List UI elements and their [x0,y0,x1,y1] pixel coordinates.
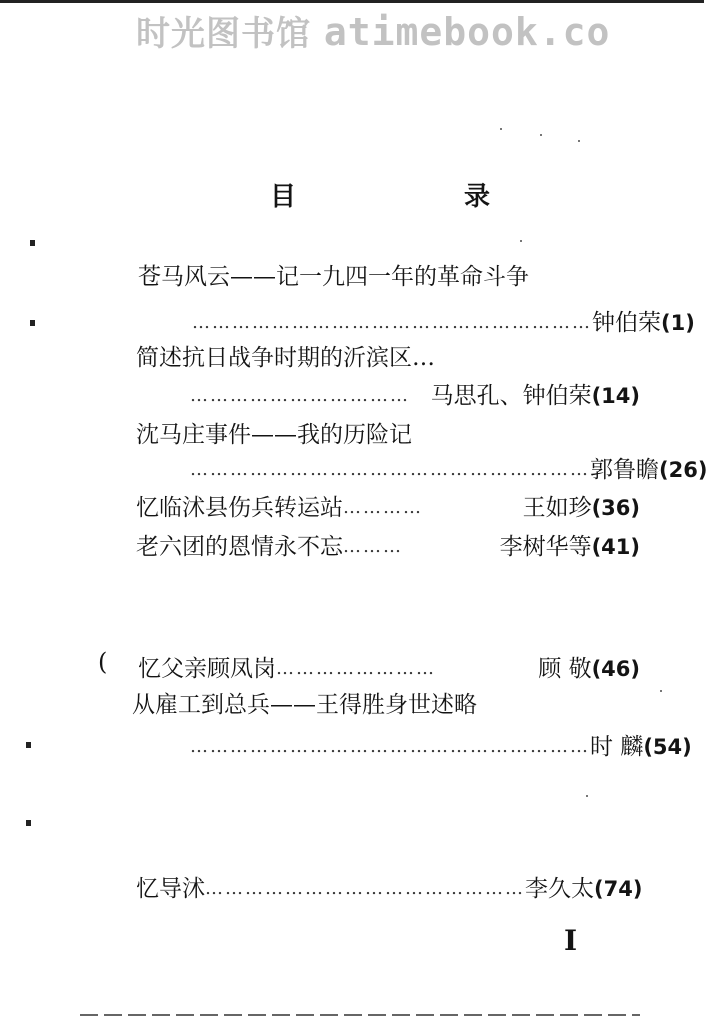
toc-author: 钟伯荣 [592,310,661,336]
toc-author: 李树华等 [499,534,592,560]
leader-dots: ………………………………………… [205,878,525,899]
page-title [270,176,490,213]
title-char-right: 录 [463,182,490,212]
bottom-rule [80,1014,640,1016]
scan-speck [660,690,662,692]
leader-dots: …………………………………………………… [192,312,592,333]
toc-entry [136,493,640,523]
margin-mark [26,742,31,748]
watermark-cjk: 时光图书馆 [136,14,311,54]
leader-dots: …………………… [276,658,436,679]
toc-entry-detail [190,455,707,485]
margin-paren: ( [98,648,108,676]
toc-page: (46) [591,657,640,681]
scan-speck [586,795,588,797]
watermark-latin: atimebook.co [323,10,611,54]
margin-mark [26,820,31,826]
toc-entry-title: 老六团的恩情永不忘 [136,534,343,560]
toc-entry-detail [190,381,640,411]
toc-entry-title: 忆父亲顾凤岗 [138,656,276,682]
toc-page: (74) [594,877,643,901]
toc-author: 马思孔、钟伯荣 [430,383,592,409]
scan-speck [520,240,522,242]
leader-dots: …………………………………………………… [190,736,590,757]
toc-entry-detail [190,732,692,762]
scan-speck [578,140,580,142]
toc-entry [136,532,640,562]
toc-page: (36) [591,496,640,520]
leader-dots: ………… [343,497,423,518]
toc-author: 郭鲁瞻 [590,457,659,483]
leader-dots: …………………………………………………… [190,459,590,480]
toc-author: 顾 敬 [538,656,592,682]
margin-mark [30,320,35,326]
toc-page: (54) [643,735,692,759]
toc-page: (41) [591,535,640,559]
toc-entry-title: 忆临沭县伤兵转运站 [136,495,343,521]
top-rule [0,0,704,3]
toc-entry-title: 简述抗日战争时期的沂滨区… [136,345,435,371]
toc-entry-title: 苍马风云——记一九四一年的革命斗争 [138,264,529,290]
watermark [136,6,610,55]
toc-entry-detail [192,308,695,338]
toc-author: 王如珍 [522,495,592,521]
toc-entry [138,654,640,684]
toc-page: (26) [659,458,707,482]
scan-speck [540,134,542,136]
title-char-left: 目 [270,182,297,212]
toc-entry-title: 沈马庄事件——我的历险记 [136,422,412,448]
margin-mark [30,240,35,246]
toc-author: 李久太 [525,876,594,902]
scan-speck [500,128,502,130]
page-number: I [564,924,578,957]
toc-entry-title: 忆导沭 [136,876,205,902]
toc-entry [136,874,643,904]
leader-dots: ……… [343,536,403,557]
toc-entry-title: 从雇工到总兵——王得胜身世述略 [132,692,477,718]
toc-page: (14) [591,384,640,408]
leader-dots: …………………………… [190,385,410,406]
toc-page: (1) [661,311,695,335]
toc-author: 时 麟 [590,734,644,760]
